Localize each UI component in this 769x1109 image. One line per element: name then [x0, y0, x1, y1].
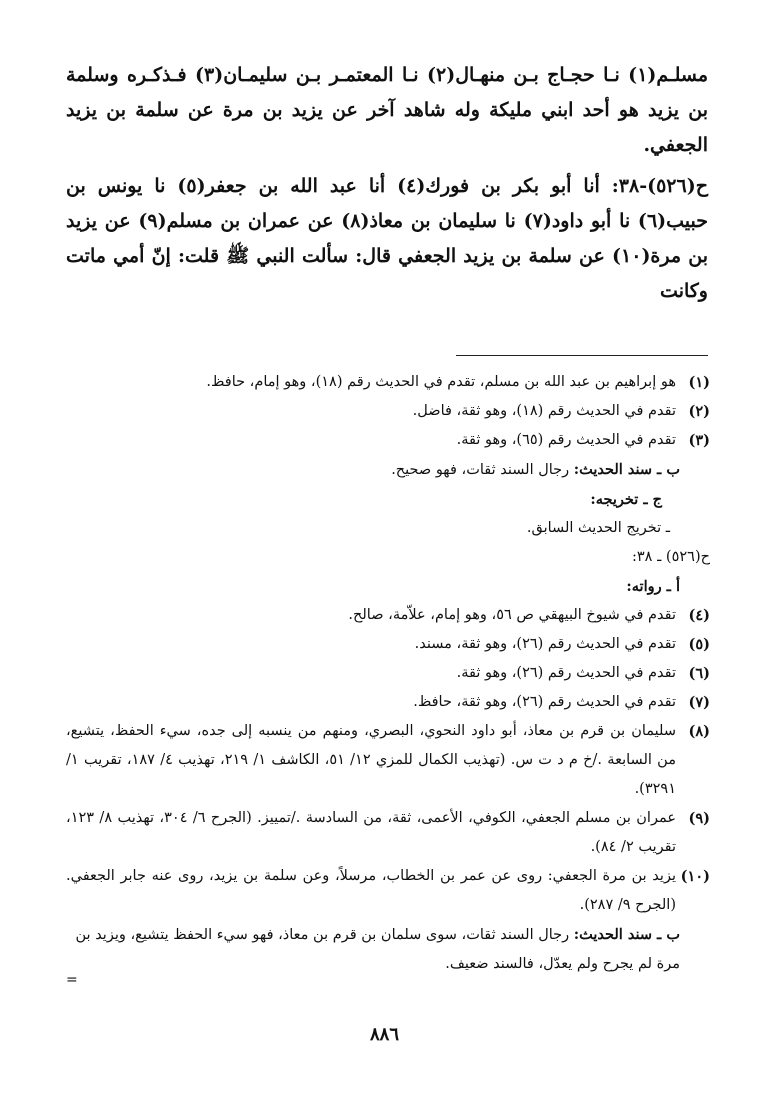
footnote — [66, 688, 710, 717]
footnote-number: (٤) — [688, 607, 710, 624]
hadith-text: أنا أبو بكر بن فورك(٤) أنا عبد الله بن جعفر(٥) نا يونس بن حبيب(٦) نا أبو داود(٧) نا سليمان بن معاذ(٨) عن عمران بن مسلم(٩) عن يزيد بن مرة(١٠) عن سلمة بن يزيد الجعفي قال: سألت النبي ﷺ قلت: إنّ أمي ماتت وكانت — [66, 175, 709, 302]
footnote — [66, 659, 710, 688]
footnote-text: تقدم في الحديث رقم (٢٦)، وهو ثقة، مسند. — [414, 636, 676, 652]
footnote-number: (٧) — [688, 694, 710, 711]
footnote — [66, 397, 710, 426]
footnote-divider — [456, 355, 708, 356]
footnote — [66, 426, 710, 455]
sanad-text: رجال السند ثقات، سوى سلمان بن قرم بن معاذ، فهو سيء الحفظ يتشيع، ويزيد بن مرة لم يجرح ولم يعدّل، فالسند ضعيف. — [75, 927, 680, 972]
footnote-text: تقدم في الحديث رقم (٢٦)، وهو ثقة، حافظ. — [413, 694, 676, 710]
footnote-text: سليمان بن قرم بن معاذ، أبو داود النحوي، البصري، ومنهم من ينسبه إلى جده، سيء الحفظ، يتشيع، من السابعة ./خ م د ت س. (تهذيب الكمال للمزي ١٢/ ٥١، الكاشف ١/ ٢١٩، تهذيب ٤/ ١٨٧، تقريب ١/ ٣٢٩١). — [66, 723, 676, 797]
footnote — [66, 717, 710, 804]
footnote-text: يزيد بن مرة الجعفي: روى عن عمر بن الخطاب، مرسلاً، وعن سلمة بن يزيد، روى عنه جابر الجعفي. (الجرح ٩/ ٢٨٧). — [66, 868, 676, 913]
footnote — [66, 862, 710, 920]
paragraph-1: مسلـم(١) نـا حجـاج بـن منهـال(٢) نـا المعتمـر بـن سليمـان(٣) فـذكـره وسلمة بن يزيد هو أحد ابني مليكة وله شاهد آخر عن يزيد بن مرة عن سلمة بن يزيد الجعفي. — [66, 64, 709, 156]
paragraph-2 — [66, 169, 708, 309]
main-text — [66, 58, 708, 309]
footnote — [66, 368, 710, 397]
page-number: ٨٨٦ — [369, 1024, 399, 1045]
takhrij-label: ج ـ تخريجه: — [590, 491, 662, 508]
hadith-reference: ح(٥٢٦) ـ ٣٨: — [632, 549, 710, 565]
footnote-number: (٢) — [688, 403, 710, 420]
footnote-text: عمران بن مسلم الجعفي، الكوفي، الأعمى، ثقة، من السادسة ./تمييز. (الجرح ٦/ ٣٠٤، تهذيب ٨/ ١٢٣، تقريب ٢/ ٨٤). — [66, 810, 676, 855]
footnote-number: (١) — [688, 374, 710, 391]
footnote-number: (٩) — [688, 810, 710, 827]
footnote-number: (١٠) — [680, 868, 710, 885]
footnote-number: (٥) — [688, 636, 710, 653]
footnote — [66, 630, 710, 659]
sanad-text: رجال السند ثقات، فهو صحيح. — [391, 462, 574, 478]
footnote-number: (٣) — [688, 432, 710, 449]
footnote-text: هو إبراهيم بن عبد الله بن مسلم، تقدم في الحديث رقم (١٨)، وهو إمام، حافظ. — [206, 374, 676, 390]
sanad-section-1 — [66, 455, 710, 485]
footnote-text: تقدم في الحديث رقم (٦٥)، وهو ثقة. — [456, 432, 676, 448]
ruwat-label: أ ـ رواته: — [626, 578, 680, 595]
footnote — [66, 601, 710, 630]
sanad-section-2 — [66, 920, 710, 979]
footnote-text: تقدم في الحديث رقم (١٨)، وهو ثقة، فاضل. — [412, 403, 676, 419]
takhrij-text: ـ تخريج الحديث السابق. — [526, 520, 670, 536]
sanad-label: ب ـ سند الحديث: — [573, 926, 680, 943]
footnote — [66, 804, 710, 862]
hadith-number: ح(٥٢٦)-٣٨: — [611, 175, 708, 197]
footnote-number: (٦) — [688, 665, 710, 682]
continuation-mark: = — [66, 972, 78, 988]
sanad-label: ب ـ سند الحديث: — [573, 461, 680, 478]
footnote-number: (٨) — [688, 723, 710, 740]
footnotes — [66, 368, 710, 979]
footnote-text: تقدم في الحديث رقم (٢٦)، وهو ثقة. — [456, 665, 676, 681]
footnote-text: تقدم في شيوخ البيهقي ص ٥٦، وهو إمام، علاّمة، صالح. — [348, 607, 676, 623]
